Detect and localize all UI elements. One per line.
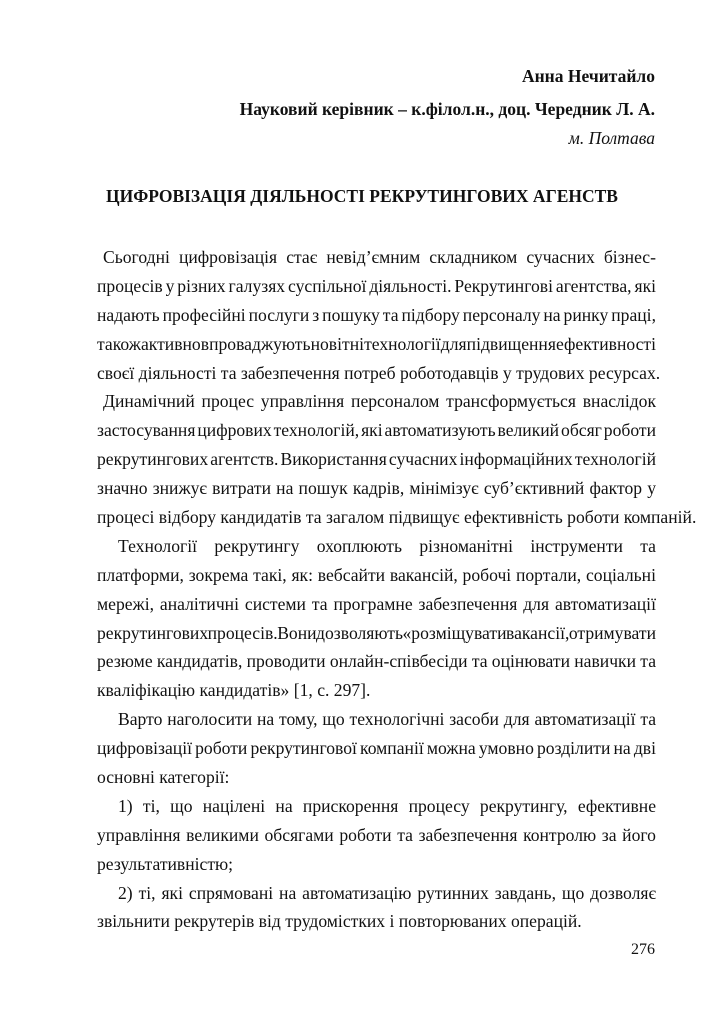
text-line-content: Технології рекрутингу охоплюють різноманітні інструменти та <box>118 535 656 556</box>
text-line-content: кваліфікацію кандидатів» [1, с. 297]. <box>97 680 371 701</box>
text-line-content: 1) ті, що націлені на прискорення процесу рекрутингу, ефективне <box>118 795 657 816</box>
text-line <box>97 387 656 416</box>
text-line <box>97 647 656 676</box>
text-line <box>97 763 656 792</box>
text-line-content: процесі відбору кандидатів та загалом підвищує ефективність роботи компаній. <box>97 507 697 528</box>
text-line-content: мережі, аналітичні системи та програмне забезпечення для автоматизації <box>97 593 656 614</box>
text-line <box>97 243 656 272</box>
text-line-content: управління великими обсягами роботи та забезпечення контролю за його <box>97 824 656 845</box>
text-line <box>97 330 656 359</box>
text-line-content: надають професійні послуги з пошуку та підбору персоналу на ринку праці, <box>97 304 656 325</box>
text-line <box>97 705 656 734</box>
supervisor-line: Науковий керівник – к.філол.н., доц. Чередник Л. А. <box>239 99 655 119</box>
text-line-content: основні категорії: <box>97 767 230 788</box>
text-line <box>97 359 661 388</box>
text-line <box>97 676 656 705</box>
text-line-content: резюме кандидатів, проводити онлайн-співбесіди та оцінювати навички та <box>97 651 657 672</box>
text-line <box>97 907 656 936</box>
text-line-content: рекрутингових процесів. Вони дозволяють «розміщувати вакансії, отримувати <box>97 622 657 643</box>
text-line <box>97 619 656 648</box>
text-line-content: застосування цифрових технологій, які автоматизують великий обсяг роботи <box>97 420 657 441</box>
text-line-content: значно знижує витрати на пошук кадрів, мінімізує суб’єктивний фактор у <box>97 478 657 499</box>
text-line-content: процесів у різних галузях суспільної діяльності. Рекрутингові агентства, які <box>97 275 657 296</box>
page-number: 276 <box>631 941 655 958</box>
paragraph <box>97 387 697 531</box>
text-line-content: звільнити рекрутерів від трудомістких і повторюваних операцій. <box>97 911 582 932</box>
text-line <box>97 561 656 590</box>
text-line-content: Динамічний процес управління персоналом трансформується внаслідок <box>103 391 657 412</box>
text-line <box>97 503 697 532</box>
text-line-content: своєї діяльності та забезпечення потреб роботодавців у трудових ресурсах. <box>97 362 661 383</box>
text-line-content: Варто наголосити на тому, що технологічні засоби для автоматизації та <box>118 709 657 730</box>
paragraph <box>97 532 656 705</box>
text-line-content: Сьогодні цифровізація стає невід’ємним складником сучасних бізнес- <box>103 247 656 267</box>
text-line-content: платформи, зокрема такі, як: вебсайти вакансій, робочі портали, соціальні <box>97 564 656 585</box>
article-title: ЦИФРОВІЗАЦІЯ ДІЯЛЬНОСТІ РЕКРУТИНГОВИХ АГЕНСТВ <box>106 186 618 206</box>
paragraph <box>97 792 656 879</box>
article-body <box>97 243 697 936</box>
paragraph <box>97 705 656 792</box>
text-line-content: 2) ті, які спрямовані на автоматизацію рутинних завдань, що дозволяє <box>118 882 657 903</box>
text-line <box>97 792 656 821</box>
text-line-content: рекрутингових агентств. Використання сучасних інформаційних технологій <box>97 449 657 470</box>
text-line <box>97 734 656 763</box>
text-line <box>97 416 656 445</box>
text-line-content: результативністю; <box>97 853 234 874</box>
paragraph <box>97 879 656 937</box>
text-line-content: також активно впроваджують новітні технології для підвищення ефективності <box>97 333 656 354</box>
author-name: Анна Нечитайло <box>521 66 655 86</box>
text-line <box>97 532 656 561</box>
city: м. Полтава <box>568 128 655 148</box>
text-line <box>97 879 656 908</box>
text-line <box>97 590 656 619</box>
paragraph <box>97 243 661 387</box>
text-line <box>97 474 656 503</box>
text-line-content: цифровізації роботи рекрутингової компанії можна умовно розділити на дві <box>97 738 656 759</box>
text-line <box>97 850 656 879</box>
text-line <box>97 301 656 330</box>
text-line <box>97 445 656 474</box>
text-line <box>97 821 656 850</box>
text-line <box>97 272 656 301</box>
